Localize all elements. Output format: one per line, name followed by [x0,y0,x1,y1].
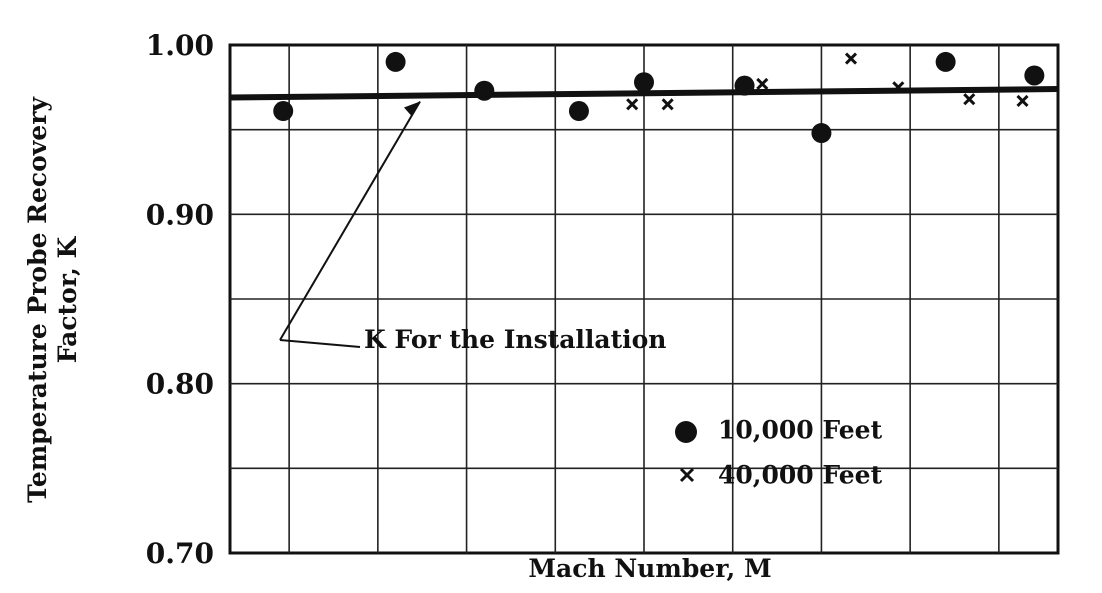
y-tick-label: 0.70 [145,537,214,570]
legend-label-10000: 10,000 Feet [718,415,883,445]
point-10000-feet [735,76,755,96]
legend-circle-marker [675,421,697,443]
reference-line-annotation: K For the Installation [364,325,667,354]
point-40000-feet [757,79,767,89]
point-10000-feet [474,81,494,101]
x-axis-title: Mach Number, M [528,554,772,583]
point-40000-feet [846,54,856,64]
point-10000-feet [1024,65,1044,85]
point-40000-feet [1018,96,1028,106]
y-tick-label: 1.00 [145,29,214,62]
point-40000-feet [663,99,673,109]
y-tick-label: 0.90 [145,198,214,232]
grid [230,45,1058,553]
point-10000-feet [634,72,654,92]
point-10000-feet [273,101,293,121]
point-10000-feet [569,101,589,121]
annotation-leader [280,340,360,347]
point-10000-feet [386,52,406,72]
point-40000-feet [964,94,974,104]
point-10000-feet [811,123,831,143]
y-axis-title-line1: Temperature Probe Recovery [23,97,52,503]
y-axis-title-line2: Factor, K [53,236,82,364]
tick-labels [146,29,214,570]
legend-label-40000: 40,000 Feet [718,460,883,490]
annotation-arrow-line [280,102,420,340]
legend [675,416,883,490]
legend-x-marker [681,469,693,481]
y-tick-label: 0.80 [145,367,214,401]
annotation-arrowhead [404,102,420,117]
point-10000-feet [936,52,956,72]
point-40000-feet [627,99,637,109]
